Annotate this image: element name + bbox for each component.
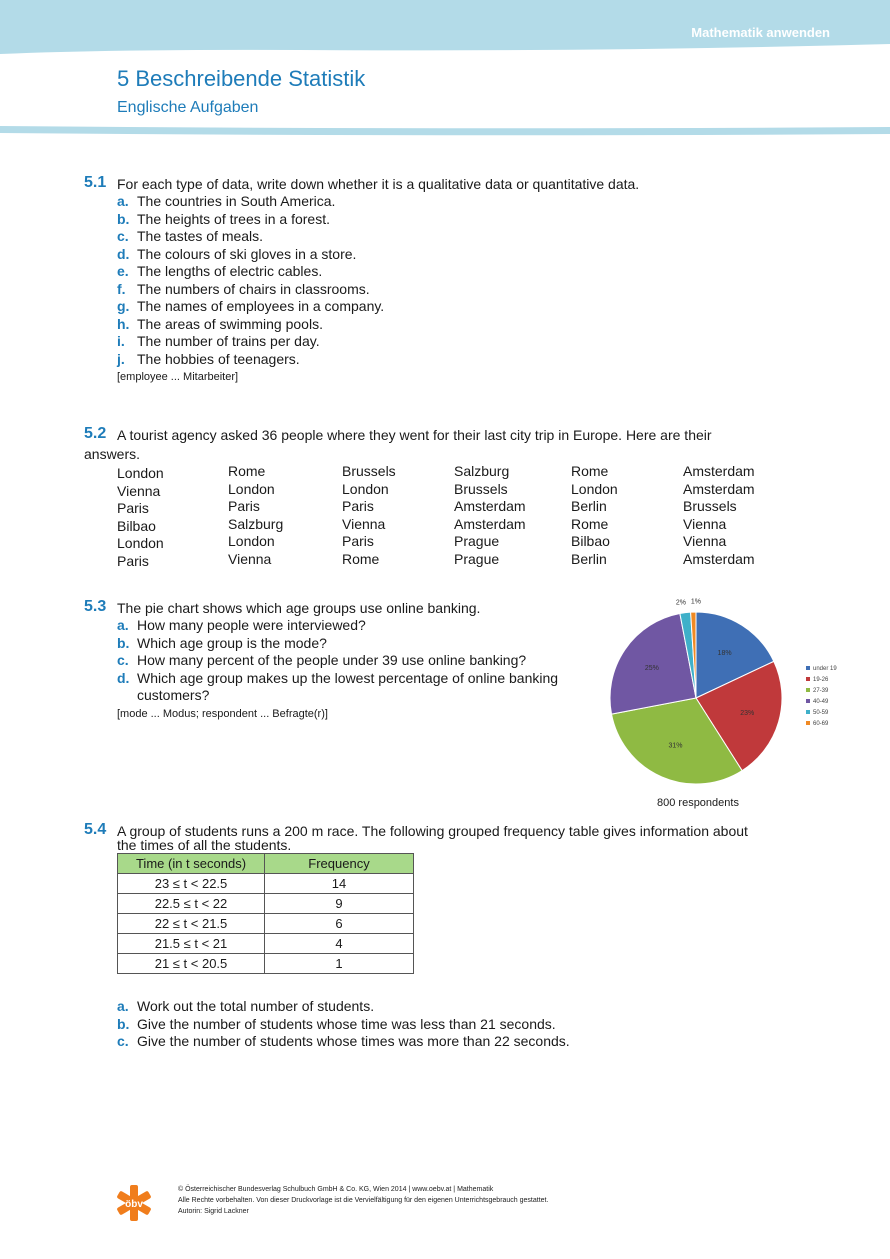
exercise-5-4-item [117, 998, 374, 1014]
item-text: The areas of swimming pools. [137, 315, 323, 332]
city-answer: Brussels [342, 463, 396, 479]
city-answer: London [342, 480, 389, 497]
pie-data-label: 23% [740, 709, 755, 717]
city-answer: Rome [571, 463, 609, 479]
legend-entry [806, 719, 837, 730]
exercise-5-3-item [117, 670, 558, 686]
exercise-5-1-item [117, 228, 263, 244]
pie-data-label: 18% [717, 649, 732, 657]
city-answer: Paris [342, 498, 374, 514]
pie-chart [596, 598, 796, 798]
legend-swatch [806, 666, 810, 670]
exercise-number-5-4: 5.4 [84, 821, 107, 838]
legend-entry [806, 708, 837, 719]
exercise-number-5-2: 5.2 [84, 425, 107, 442]
item-text: The number of trains per day. [137, 333, 320, 349]
item-letter: a. [117, 193, 129, 209]
item-letter: d. [117, 245, 130, 262]
time-interval-cell: 22.5 ≤ t < 22 [118, 894, 265, 914]
exercise-5-1-item [117, 246, 356, 262]
frequency-cell: 9 [265, 894, 414, 914]
exercise-5-2-stem: A tourist agency asked 36 people where they went for their last city trip in Europe. Here are their [117, 427, 712, 443]
city-answer: Paris [117, 552, 149, 569]
item-text: The hobbies of teenagers. [137, 350, 300, 367]
city-answer: London [228, 480, 275, 497]
item-letter: d. [117, 669, 130, 686]
exercise-5-1-item [117, 211, 330, 227]
item-text: The names of employees in a company. [137, 298, 385, 314]
pie-data-label: 1% [690, 598, 702, 606]
exercise-number-5-3: 5.3 [84, 598, 107, 615]
city-answer: Paris [117, 500, 149, 516]
city-answer: Prague [454, 533, 500, 549]
chart-caption: 800 respondents [657, 797, 739, 809]
band-label: Mathematik anwenden [691, 25, 830, 40]
legend-label: 27-39 [813, 688, 829, 694]
item-text: Work out the total number of students. [137, 998, 375, 1014]
exercise-5-4-stem-cont: the times of all the students. [117, 837, 292, 853]
frequency-cell: 6 [265, 914, 414, 934]
city-answer: Brussels [454, 480, 508, 497]
city-answer: Vienna [342, 515, 386, 532]
legend-swatch [806, 688, 810, 692]
footer-author: Autorin: Sigrid Lackner [178, 1208, 249, 1215]
exercise-5-1-item [117, 193, 335, 209]
exercise-5-3-note: [mode ... Modus; respondent ... Befragte(r)] [117, 708, 328, 720]
frequency-table [117, 853, 414, 974]
city-answer: Amsterdam [454, 498, 526, 514]
pie-legend [806, 664, 837, 730]
city-answer: Vienna [117, 482, 161, 499]
item-letter: c. [117, 652, 129, 668]
exercise-5-1-stem: For each type of data, write down whether it is a qualitative data or quantitative data. [117, 176, 640, 192]
item-letter: h. [117, 315, 130, 332]
item-letter: b. [117, 634, 130, 651]
exercise-5-1-item [117, 263, 322, 279]
table-header-frequency: Frequency [265, 854, 414, 874]
city-answer: Prague [454, 550, 500, 567]
item-text: Which age group makes up the lowest percentage of online banking [137, 669, 559, 686]
legend-swatch [806, 677, 810, 681]
city-answer: Bilbao [571, 533, 610, 549]
exercise-5-2-stem-cont: answers. [84, 446, 141, 462]
item-text: How many people were interviewed? [137, 617, 366, 633]
exercise-5-1-note: [employee ... Mitarbeiter] [117, 371, 239, 383]
item-letter: f. [117, 280, 126, 297]
time-interval-cell: 21.5 ≤ t < 21 [118, 934, 265, 954]
city-answer: Vienna [228, 550, 272, 567]
city-answer: Berlin [571, 550, 607, 567]
item-text: How many percent of the people under 39 use online banking? [137, 652, 527, 668]
legend-label: 60-69 [813, 721, 829, 727]
exercise-5-1-item [117, 281, 370, 297]
oebv-logo [114, 1183, 154, 1223]
time-interval-cell: 23 ≤ t < 22.5 [118, 874, 265, 894]
time-interval-cell: 21 ≤ t < 20.5 [118, 954, 265, 974]
city-answer: Rome [571, 515, 609, 532]
exercise-5-1-item [117, 316, 323, 332]
item-text: The numbers of chairs in classrooms. [137, 280, 370, 297]
legend-label: 40-49 [813, 699, 829, 705]
exercise-5-3-item-d-cont: customers? [137, 687, 210, 703]
time-interval-cell: 22 ≤ t < 21.5 [118, 914, 265, 934]
legend-label: 19-26 [813, 677, 829, 683]
table-row [118, 954, 414, 974]
item-text: The countries in South America. [137, 193, 336, 209]
item-letter: g. [117, 298, 130, 314]
city-answer: Salzburg [454, 463, 510, 479]
item-letter: e. [117, 263, 129, 279]
city-answer: Amsterdam [683, 550, 755, 567]
legend-swatch [806, 721, 810, 725]
exercise-5-3-item [117, 652, 526, 668]
item-letter: i. [117, 333, 125, 349]
item-text: The heights of trees in a forest. [137, 210, 330, 227]
city-answer: Brussels [683, 498, 737, 514]
pie-data-label: 31% [668, 742, 683, 750]
city-answer: Amsterdam [454, 515, 526, 532]
item-letter: a. [117, 998, 129, 1014]
exercise-5-4-stem: A group of students runs a 200 m race. The following grouped frequency table gives information about [117, 823, 748, 839]
oebv-logo-text: öbv [125, 1199, 143, 1210]
city-answer: Rome [228, 463, 266, 479]
city-answer: London [228, 533, 275, 549]
item-text: Which age group is the mode? [137, 634, 327, 651]
pie-data-label: 25% [644, 665, 659, 673]
footer-copyright: © Österreichischer Bundesverlag Schulbuch GmbH & Co. KG, Wien 2014 | www.oebv.at | Mathematik [178, 1186, 494, 1193]
city-answer: London [571, 480, 618, 497]
item-letter: a. [117, 617, 129, 633]
exercise-5-4-item [117, 1033, 570, 1049]
exercise-5-1-item [117, 351, 300, 367]
exercise-5-3-item [117, 635, 327, 651]
item-text: The tastes of meals. [137, 228, 264, 244]
footer [178, 1184, 548, 1217]
legend-label: 50-59 [813, 710, 829, 716]
table-row [118, 874, 414, 894]
city-answer: Paris [228, 498, 260, 514]
frequency-cell: 4 [265, 934, 414, 954]
city-answer: Amsterdam [683, 480, 755, 497]
legend-label: under 19 [813, 666, 837, 672]
city-answer: Salzburg [228, 515, 284, 532]
legend-entry [806, 664, 837, 675]
item-letter: c. [117, 1033, 129, 1049]
frequency-cell: 14 [265, 874, 414, 894]
table-row [118, 914, 414, 934]
exercise-5-3-item [117, 617, 366, 633]
table-row [118, 894, 414, 914]
legend-entry [806, 675, 837, 686]
item-text: The lengths of electric cables. [137, 263, 323, 279]
city-answer: Berlin [571, 498, 607, 514]
city-answer: London [117, 535, 164, 551]
table-header-time: Time (in t seconds) [118, 854, 265, 874]
exercise-5-4-item [117, 1016, 556, 1032]
footer-rights: Alle Rechte vorbehalten. Von dieser Druckvorlage ist die Vervielfältigung für den eigenen Unterrichtsgebrauch gestattet. [178, 1197, 549, 1204]
frequency-cell: 1 [265, 954, 414, 974]
page-subtitle: Englische Aufgaben [117, 99, 259, 116]
exercise-number-5-1: 5.1 [84, 174, 107, 191]
city-answer: Bilbao [117, 517, 156, 534]
city-answer: Rome [342, 550, 380, 567]
city-answer: Amsterdam [683, 463, 755, 479]
legend-entry [806, 686, 837, 697]
item-letter: c. [117, 228, 129, 244]
header-separator [0, 124, 890, 138]
page-title: 5 Beschreibende Statistik [117, 66, 366, 91]
item-text: Give the number of students whose times was more than 22 seconds. [137, 1033, 570, 1049]
item-letter: j. [117, 350, 125, 367]
legend-swatch [806, 699, 810, 703]
exercise-5-1-item [117, 333, 320, 349]
pie-data-label: 2% [675, 599, 686, 607]
item-text: The colours of ski gloves in a store. [137, 245, 357, 262]
city-answer: Paris [342, 533, 374, 549]
item-letter: b. [117, 210, 130, 227]
exercise-5-1-item [117, 298, 384, 314]
legend-entry [806, 697, 837, 708]
city-answer: London [117, 465, 164, 481]
item-text: Give the number of students whose time was less than 21 seconds. [137, 1015, 556, 1032]
item-letter: b. [117, 1015, 130, 1032]
exercise-5-3-stem: The pie chart shows which age groups use online banking. [117, 600, 481, 616]
table-row [118, 934, 414, 954]
city-answer: Vienna [683, 533, 727, 549]
legend-swatch [806, 710, 810, 714]
city-answer: Vienna [683, 515, 727, 532]
